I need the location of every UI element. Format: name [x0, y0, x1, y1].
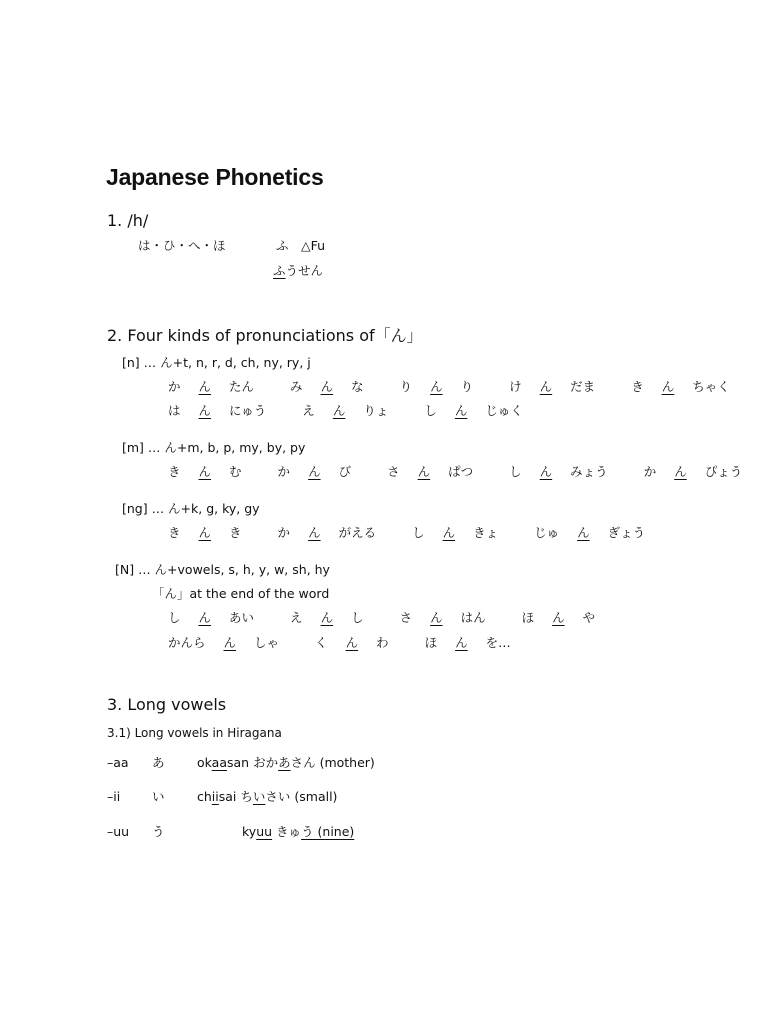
romaji-prefix: ok: [197, 755, 212, 770]
underlined-n: ん: [454, 403, 468, 418]
word-prefix: き: [168, 525, 181, 540]
page-title: Japanese Phonetics: [106, 164, 324, 190]
example-word: [522, 610, 614, 625]
underlined-n: ん: [539, 464, 553, 479]
example-word: [387, 464, 491, 479]
long-vowel-kana: あ: [152, 755, 165, 770]
word-prefix: は: [168, 403, 181, 418]
romaji-suffix: san: [227, 755, 254, 770]
long-vowel-kana: う: [152, 824, 165, 839]
word-suffix: じゅく: [485, 403, 523, 418]
kana-suffix: さん (mother): [290, 755, 375, 770]
example-word: [509, 464, 626, 479]
long-vowel-suffix: –ii: [107, 789, 121, 804]
word-suffix: はん: [460, 610, 486, 625]
example-word: [168, 379, 272, 394]
word-suffix: にゅう: [229, 403, 267, 418]
underlined-n: ん: [198, 525, 212, 540]
kana-long-vowel: い: [252, 789, 266, 804]
example-word: [534, 525, 663, 540]
word-suffix: む: [229, 464, 242, 479]
example-word: [400, 610, 504, 625]
long-vowel-example: [242, 826, 354, 839]
word-prefix: ほ: [424, 635, 438, 650]
N-note: 「ん」at the end of the word: [152, 586, 330, 601]
word-suffix: り: [460, 379, 474, 394]
example-word: [509, 379, 613, 394]
word-prefix: し: [509, 464, 522, 479]
word-prefix: か: [277, 525, 291, 540]
example-word: [168, 403, 284, 418]
n-rule: [n] … ん+t, n, r, d, ch, ny, ry, j: [122, 355, 311, 370]
word-prefix: じゅ: [534, 525, 560, 540]
word-suffix: だま: [570, 379, 596, 394]
example-word: [278, 525, 395, 540]
word-prefix: し: [424, 403, 437, 418]
kana-suffix: さい (small): [265, 789, 338, 804]
word-prefix: け: [509, 379, 522, 394]
kana-long-vowel: う (nine): [301, 824, 355, 839]
long-vowel-kana: い: [152, 789, 165, 804]
kana-prefix: きゅ: [276, 824, 302, 839]
underlined-n: ん: [577, 525, 590, 540]
underlined-n: ん: [308, 464, 321, 479]
underlined-n: ん: [345, 635, 359, 650]
word-prefix: かんら: [168, 635, 206, 650]
ng-examples-row-1: [168, 527, 681, 540]
word-suffix: しゃ: [254, 635, 280, 650]
underlined-n: ん: [320, 379, 334, 394]
word-suffix: や: [582, 610, 596, 625]
word-prefix: え: [290, 610, 303, 625]
example-word: [400, 379, 492, 394]
fu-note: ふ △Fu: [276, 238, 326, 253]
m-examples-row-1: [168, 466, 768, 479]
romaji-prefix: ch: [197, 789, 212, 804]
underlined-n: ん: [455, 635, 468, 650]
example-word: [168, 464, 260, 479]
word-suffix: び: [338, 464, 352, 479]
kana-prefix: おか: [253, 755, 279, 770]
word-prefix: か: [168, 379, 181, 394]
word-prefix: き: [631, 379, 644, 394]
fusen-example: [273, 265, 323, 278]
word-suffix: たん: [229, 379, 255, 394]
long-vowel-example: [197, 791, 337, 804]
word-prefix: く: [315, 635, 328, 650]
underlined-n: ん: [198, 379, 212, 394]
word-suffix: あい: [229, 610, 255, 625]
underlined-n: ん: [320, 610, 334, 625]
underlined-n: ん: [430, 610, 443, 625]
word-prefix: え: [302, 403, 315, 418]
word-suffix: ちゃく: [692, 379, 730, 394]
word-suffix: し: [351, 610, 364, 625]
word-prefix: み: [290, 379, 303, 394]
section-3-heading: 3. Long vowels: [107, 695, 227, 714]
romaji-prefix: ky: [242, 824, 257, 839]
example-word: [290, 379, 382, 394]
N-examples-row-1: [168, 612, 631, 625]
underlined-kana: ふ: [273, 263, 286, 278]
underlined-n: ん: [198, 610, 212, 625]
romaji-long-vowel: ii: [211, 789, 219, 804]
underlined-n: ん: [417, 464, 431, 479]
example-word: [168, 635, 297, 650]
word-suffix: な: [351, 379, 364, 394]
kana-rest: うせん: [285, 263, 324, 278]
N-examples-row-2: [168, 637, 547, 650]
word-prefix: か: [643, 464, 657, 479]
n-examples-row-1: [168, 381, 766, 394]
ng-rule: [ng] … ん+k, g, ky, gy: [122, 501, 260, 516]
m-rule: [m] … ん+m, b, p, my, by, py: [122, 440, 306, 455]
underlined-n: ん: [308, 525, 321, 540]
h-row-kana: は・ひ・へ・ほ: [138, 238, 226, 253]
long-vowel-example: [197, 757, 375, 770]
romaji-long-vowel: aa: [211, 755, 227, 770]
word-prefix: り: [399, 379, 413, 394]
word-suffix: きょ: [473, 525, 499, 540]
romaji-long-vowel: uu: [256, 824, 273, 839]
section-1-heading: 1. /h/: [107, 211, 149, 230]
long-vowel-suffix: –aa: [107, 755, 129, 770]
word-prefix: さ: [387, 464, 400, 479]
n-examples-row-2: [168, 405, 559, 418]
word-prefix: き: [168, 464, 181, 479]
word-suffix: を…: [485, 635, 511, 650]
N-rule: [N] … ん+vowels, s, h, y, w, sh, hy: [115, 562, 330, 577]
underlined-n: ん: [539, 379, 553, 394]
example-word: [631, 379, 748, 394]
word-suffix: ぎょう: [607, 525, 646, 540]
word-prefix: か: [277, 464, 291, 479]
underlined-n: ん: [552, 610, 565, 625]
word-suffix: がえる: [338, 525, 377, 540]
example-word: [278, 464, 370, 479]
example-word: [412, 525, 516, 540]
example-word: [315, 635, 407, 650]
section-3-subheading: 3.1) Long vowels in Hiragana: [107, 726, 282, 740]
example-word: [290, 610, 382, 625]
word-prefix: し: [168, 610, 181, 625]
underlined-n: ん: [430, 379, 443, 394]
long-vowel-suffix: –uu: [107, 824, 130, 839]
example-word: [168, 525, 260, 540]
underlined-n: ん: [198, 464, 212, 479]
section-2-heading: 2. Four kinds of pronunciations of「ん」: [107, 326, 423, 345]
word-suffix: わ: [376, 635, 389, 650]
underlined-n: ん: [332, 403, 346, 418]
example-word: [168, 610, 272, 625]
example-word: [424, 403, 541, 418]
word-suffix: ぱつ: [448, 464, 474, 479]
kana-prefix: ち: [240, 789, 253, 804]
underlined-n: ん: [198, 403, 212, 418]
example-word: [302, 403, 406, 418]
example-word: [425, 635, 529, 650]
word-prefix: さ: [399, 610, 413, 625]
word-suffix: りょ: [363, 403, 389, 418]
underlined-n: ん: [223, 635, 237, 650]
word-suffix: き: [229, 525, 242, 540]
word-prefix: し: [412, 525, 425, 540]
romaji-suffix: sai: [218, 789, 241, 804]
word-suffix: ぴょう: [704, 464, 743, 479]
underlined-n: ん: [661, 379, 675, 394]
underlined-n: ん: [674, 464, 687, 479]
word-prefix: ほ: [521, 610, 535, 625]
kana-long-vowel: あ: [278, 755, 291, 770]
underlined-n: ん: [442, 525, 456, 540]
example-word: [644, 464, 761, 479]
word-suffix: みょう: [570, 464, 608, 479]
